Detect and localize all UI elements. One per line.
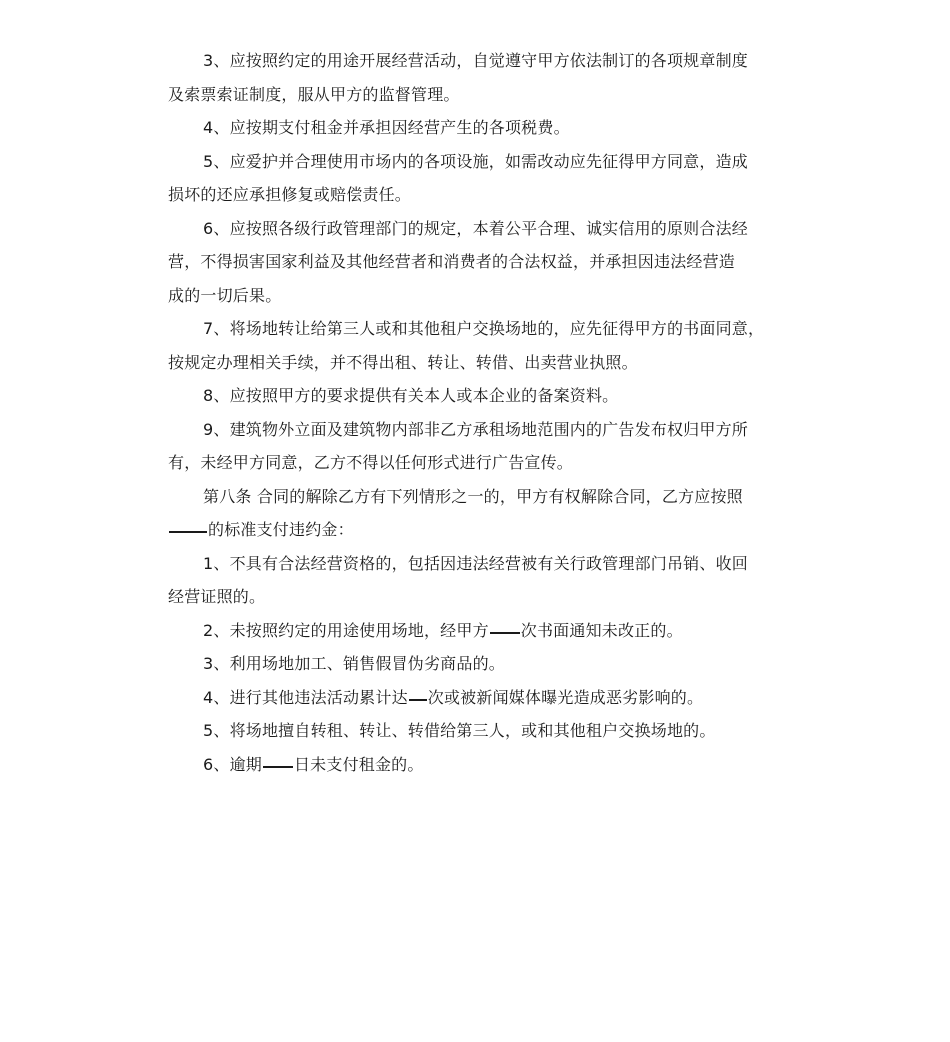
- termination-2-line: [168, 614, 800, 648]
- termination-6-text-b: 日未支付租金的。: [293, 754, 424, 774]
- termination-6-line: [168, 748, 800, 782]
- clause-7-line-2: 按规定办理相关手续，并不得出租、转让、转借、出卖营业执照。: [168, 352, 638, 372]
- clause-9-line-1: 9、建筑物外立面及建筑物内部非乙方承租场地范围内的广告发布权归甲方所: [203, 419, 748, 439]
- overdue-days-blank: [263, 746, 293, 768]
- clause-5-line-1: 5、应爱护并合理使用市场内的各项设施，如需改动应先征得甲方同意，造成: [203, 151, 748, 171]
- clause-3-line-2: 及索票索证制度，服从甲方的监督管理。: [168, 84, 460, 104]
- violation-count-blank: [409, 679, 427, 701]
- termination-1-line-2: 经营证照的。: [168, 587, 266, 606]
- clause-9-line-2: 有，未经甲方同意，乙方不得以任何形式进行广告宣传。: [168, 453, 574, 472]
- clause-6-line-1: 6、应按照各级行政管理部门的规定，本着公平合理、诚实信用的原则合法经: [203, 218, 748, 238]
- clause-4-line-1: 4、应按期支付租金并承担因经营产生的各项税费。: [203, 118, 570, 137]
- termination-2-text-a: 2、未按照约定的用途使用场地，经甲方: [203, 620, 489, 640]
- clause-7-line-1: 7、将场地转让给第三人或和其他租户交换场地的，应先征得甲方的书面同意，: [203, 319, 765, 338]
- article-8-line-2: [168, 513, 800, 547]
- termination-1-line-1: 1、不具有合法经营资格的，包括因违法经营被有关行政管理部门吊销、收回: [203, 553, 748, 573]
- termination-4-text-b: 次或被新闻媒体曝光造成恶劣影响的。: [427, 687, 704, 707]
- clause-6-line-2: 营，不得损害国家利益及其他经营者和消费者的合法权益，并承担因违法经营造: [168, 252, 736, 271]
- termination-3-line: 3、利用场地加工、销售假冒伪劣商品的。: [203, 654, 505, 673]
- termination-2-text-b: 次书面通知未改正的。: [520, 620, 683, 640]
- clause-6-line-3: 成的一切后果。: [168, 285, 282, 305]
- clause-3-line-1: 3、应按照约定的用途开展经营活动，自觉遵守甲方依法制订的各项规章制度: [203, 51, 748, 70]
- clause-8-line-1: 8、应按照甲方的要求提供有关本人或本企业的备案资料。: [203, 386, 619, 405]
- clause-5-line-2: 损坏的还应承担修复或赔偿责任。: [168, 185, 412, 204]
- penalty-standard-blank: [169, 511, 207, 533]
- article-8-heading-line: 第八条 合同的解除乙方有下列情形之一的，甲方有权解除合同，乙方应按照: [203, 486, 743, 506]
- termination-5-line: 5、将场地擅自转租、转让、转借给第三人，或和其他租户交换场地的。: [203, 721, 716, 740]
- notice-count-blank: [490, 612, 520, 634]
- termination-4-text-a: 4、进行其他违法活动累计达: [203, 687, 408, 707]
- article-8-line-2-text: 的标准支付违约金：: [208, 520, 354, 539]
- termination-4-line: [168, 681, 800, 715]
- document-page: [168, 44, 800, 781]
- termination-6-text-a: 6、逾期: [203, 754, 262, 774]
